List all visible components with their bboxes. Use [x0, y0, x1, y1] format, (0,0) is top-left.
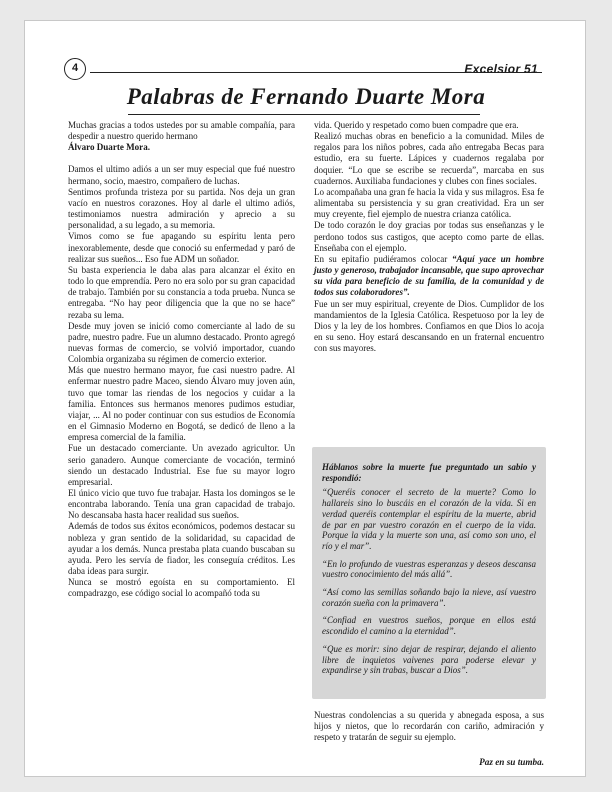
paragraph: Más que nuestro hermano mayor, fue casi nuestro padre. Al enfermar nuestro padre Maceo, siendo Álvaro muy joven aún, tuvo que tomar las riendas de los negocios y cuidar a la familia. Entonces sus hermanos menores pudimos estudiar, viajar, ... Al no poder continuar con sus estudios de Economía en el Gimnasio Moderno en Bogotá, se dedicó de lleno a la empresa comercial de la familia.	[68, 365, 295, 443]
paragraph: Nunca se mostró egoísta en su comportamiento. El compadrazgo, ese código social lo acompañó toda su	[68, 577, 295, 599]
page-number: 4	[71, 62, 79, 74]
publication-brand: Excelsior 51	[464, 62, 538, 76]
epitaph-paragraph: En su epitafio pudiéramos colocar “Aquí yace un hombre justo y generoso, trabajador incansable, que supo aprovechar su vida para beneficio de su familia, de la comunidad y de todos sus colaboradores”.	[314, 253, 544, 298]
paragraph: vida. Querido y respetado como buen compadre que era.	[314, 120, 519, 130]
paragraph: Damos el ultimo adiós a un ser muy especial que fué nuestro hermano, socio, maestro, compañero de luchas.	[68, 164, 295, 186]
quote: “Así como las semillas soñando bajo la nieve, así vuestro corazón sueña con la primavera”.	[322, 587, 536, 608]
epitaph-quote: “Aquí yace un hombre justo y generoso, trabajador incansable, que supo aprovechar su vida para beneficio de su familia, de la comunidad y de todos sus colaboradores”.	[314, 253, 544, 298]
paragraph: Desde muy joven se inició como comerciante al lado de su padre, nuestro padre. Fue un alumno destacado. Pronto agregó nuevas formas de comercio, se volvió importador, cuando Colombia organizaba su régimen de comercio exterior.	[68, 320, 295, 365]
quote: “Que es morir: sino dejar de respirar, dejando el aliento libre de inquietos vaivenes para poderse elevar y expandirse y sin trabas, buscar a Dios”.	[322, 643, 536, 676]
signoff: Paz en su tumba.	[479, 757, 544, 767]
quote-box-lead: Háblanos sobre la muerte fue preguntado un sabio y respondió:	[322, 462, 536, 483]
left-column	[68, 120, 295, 600]
paragraph: Fue un ser muy espiritual, creyente de Dios. Cumplidor de los mandamientos de la Iglesia Católica. Respetuoso por la ley de Dios y la ley de los hombres. Confiamos en que Dios lo acoja en su seno. Hoy estará descansando en un fraternal encuentro con sus mayores.	[314, 298, 544, 354]
paragraph: Su basta experiencia le daba alas para alcanzar el éxito en todo lo que emprendía. Pero no era solo por su gran capacidad de trabajo. También por su constancia a toda prueba. Nunca se entregaba. “No hay peor diligencia que la que no se hace” rezaba su lema.	[68, 264, 295, 320]
article-title: Palabras de Fernando Duarte Mora	[126, 84, 486, 109]
paragraph: Lo acompañaba una gran fe hacia la vida y sus milagros. Esa fe alimentaba su persistencia y su gran creatividad. Era un ser muy creyente, fiel ejemplo de nuestra crianza católica.	[314, 186, 544, 220]
paragraph: Fue un destacado comerciante. Un avezado agricultor. Un serio ganadero. Aunque comerciante de vocación, terminó siendo un destacado Industrial. Ese fue su mayor logro empresarial.	[68, 443, 295, 487]
paragraph: De todo corazón le doy gracias por todas sus enseñanzas y le perdono todos sus castigos, que acepto como parte de ellas. Enseñaba con el ejemplo.	[314, 220, 544, 253]
paragraph: Realizó muchas obras en beneficio a la comunidad. Miles de regalos para los niños pobres, cada año entregaba Becas para estudio, era su fuerte. Lápices y cuadernos regalaba por doquier. “Lo que se escribe se recuerda”, marcaba en sus cuadernos. Auxiliaba fundaciones y clubes con fines sociales.	[314, 131, 544, 186]
quote: “En lo profundo de vuestras esperanzas y deseos descansa vuestro conocimiento del más allá”.	[322, 558, 536, 580]
honoree-name: Álvaro Duarte Mora.	[68, 142, 150, 153]
right-column	[314, 120, 544, 354]
paragraph: El único vicio que tuvo fue trabajar. Hasta los domingos se le encontraba laborando. Tenía una gran capacidad de trabajo. No descansaba hasta hacer realidad sus sueños.	[68, 488, 295, 521]
title-underline	[128, 114, 480, 115]
quote: “Confiad en vuestros sueños, porque en ellos está escondido el camino a la eternidad”.	[322, 615, 536, 637]
paragraph: Vimos como se fue apagando su espíritu lenta pero inexorablemente, desde que conoció su enfermedad y paró de realizar sus sueños... Eso fue ADM un soñador.	[68, 231, 295, 264]
paragraph: Además de todos sus éxitos económicos, podemos destacar su nobleza y gran sentido de la solidaridad, su capacidad de ayudar a los demás. Nunca prestaba plata cuando buscaban su ayuda. Pero les servía de fiador, les conseguía créditos. Les daba ideas para surgir.	[68, 521, 295, 577]
paragraph: Sentimos profunda tristeza por su partida. Nos deja un gran vacío en nuestros corazones. Hoy al darle el ultimo adiós, testimoniamos nuestra admiración y aprecio a su personalidad, a su legado, a su memoria.	[68, 186, 295, 231]
quote-box	[312, 447, 546, 699]
paragraph: Muchas gracias a todos ustedes por su amable compañía, para despedir a nuestro querido hermano	[68, 120, 295, 142]
quote: “Queréis conocer el secreto de la muerte? Como lo hallareis sino lo buscáis en el corazón de la vida. Si en verdad queréis contemplar el espíritu de la muerte, abrid de par en par vuestro corazón en el cuerpo de la vida. Porque la vida y la muerte son una, así como son uno, el río y el mar”.	[322, 487, 536, 551]
header-rule	[90, 72, 542, 73]
closing-paragraph: Nuestras condolencias a su querida y abnegada esposa, a sus hijos y nietos, que lo recordarán con cariño, admiración y respeto y tratarán de seguir su ejemplo.	[314, 710, 544, 743]
page-number-badge	[64, 58, 86, 80]
